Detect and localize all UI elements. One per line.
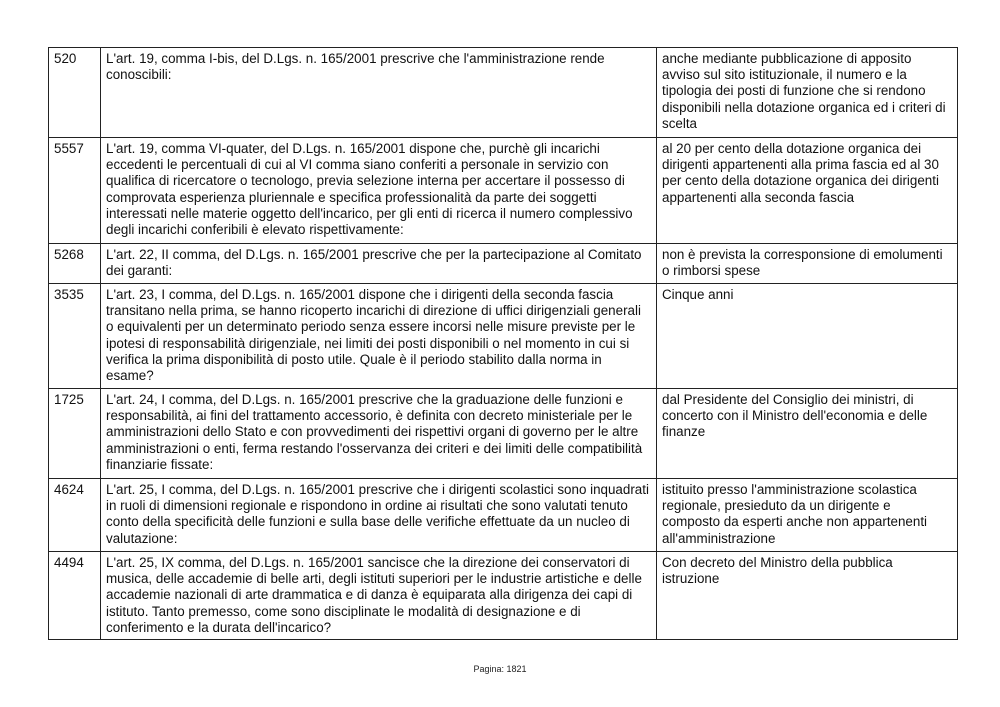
question-id: 5268 — [49, 244, 101, 284]
question-text: L'art. 19, comma VI-quater, del D.Lgs. n. 165/2001 dispone che, purchè gli incarichi eccedenti le percentuali di cui al VI comma siano conferiti a personale in servizio con qualifica di ricercatore o tecnologo, previa selezione interna per accertare il possesso di comprovata esperienza pluriennale e specifica professionalità da parte dei soggetti interessati nelle materie oggetto dell'incarico, per gli enti di ricerca il numero complessivo degli incarichi conferibili è elevato rispettivamente: — [101, 138, 657, 244]
question-text: L'art. 25, I comma, del D.Lgs. n. 165/2001 prescrive che i dirigenti scolastici sono inquadrati in ruoli di dimensioni regionale e rispondono in ordine ai risultati che sono valutati tenuto conto della specificità delle funzioni e sulla base delle verifiche effettuate da un nucleo di valutazione: — [101, 479, 657, 552]
table-row — [49, 389, 958, 479]
question-id: 4494 — [49, 552, 101, 640]
question-id: 3535 — [49, 284, 101, 389]
table-row — [49, 284, 958, 389]
table-row — [49, 48, 958, 138]
table-row — [49, 138, 958, 244]
question-text: L'art. 19, comma I-bis, del D.Lgs. n. 165/2001 prescrive che l'amministrazione rende conoscibili: — [101, 48, 657, 138]
question-table — [48, 47, 958, 640]
question-text: L'art. 22, II comma, del D.Lgs. n. 165/2001 prescrive che per la partecipazione al Comitato dei garanti: — [101, 244, 657, 284]
answer-text: al 20 per cento della dotazione organica dei dirigenti appartenenti alla prima fascia ed al 30 per cento della dotazione organica dei dirigenti appartenenti alla seconda fascia — [657, 138, 958, 244]
table-row — [49, 552, 958, 640]
answer-text: dal Presidente del Consiglio dei ministri, di concerto con il Ministro dell'economia e delle finanze — [657, 389, 958, 479]
answer-text: istituito presso l'amministrazione scolastica regionale, presieduto da un dirigente e composto da esperti anche non appartenenti all'amministrazione — [657, 479, 958, 552]
page-number: Pagina: 1821 — [473, 664, 527, 674]
question-id: 1725 — [49, 389, 101, 479]
answer-text: Con decreto del Ministro della pubblica istruzione — [657, 552, 958, 640]
question-text: L'art. 24, I comma, del D.Lgs. n. 165/2001 prescrive che la graduazione delle funzioni e responsabilità, ai fini del trattamento accessorio, è definita con decreto ministeriale per le amministrazioni dello Stato e con provvedimenti dei rispettivi organi di governo per le altre amministrazioni o enti, ferma restando l'osservanza dei criteri e dei limiti delle compatibilità finanziarie fissate: — [101, 389, 657, 479]
table-row — [49, 479, 958, 552]
answer-text: Cinque anni — [657, 284, 958, 389]
question-text: L'art. 23, I comma, del D.Lgs. n. 165/2001 dispone che i dirigenti della seconda fascia transitano nella prima, se hanno ricoperto incarichi di direzione di uffici dirigenziali generali o equivalenti per un determinato periodo senza essere incorsi nelle misure previste per le ipotesi di responsabilità dirigenziale, nei limiti dei posti disponibili o nel momento in cui si verifica la prima disponibilità di posto utile. Quale è il periodo stabilito dalla norma in esame? — [101, 284, 657, 389]
question-id: 4624 — [49, 479, 101, 552]
table-row — [49, 244, 958, 284]
question-id: 520 — [49, 48, 101, 138]
question-text: L'art. 25, IX comma, del D.Lgs. n. 165/2001 sancisce che la direzione dei conservatori di musica, delle accademie di belle arti, degli istituti superiori per le industrie artistiche e delle accademie nazionali di arte drammatica e di danza è equiparata alla dirigenza dei capi di istituto. Tanto premesso, come sono disciplinate le modalità di designazione e di conferimento e la durata dell'incarico? — [101, 552, 657, 640]
question-id: 5557 — [49, 138, 101, 244]
answer-text: non è prevista la corresponsione di emolumenti o rimborsi spese — [657, 244, 958, 284]
answer-text: anche mediante pubblicazione di apposito avviso sul sito istituzionale, il numero e la tipologia dei posti di funzione che si rendono disponibili nella dotazione organica ed i criteri di scelta — [657, 48, 958, 138]
